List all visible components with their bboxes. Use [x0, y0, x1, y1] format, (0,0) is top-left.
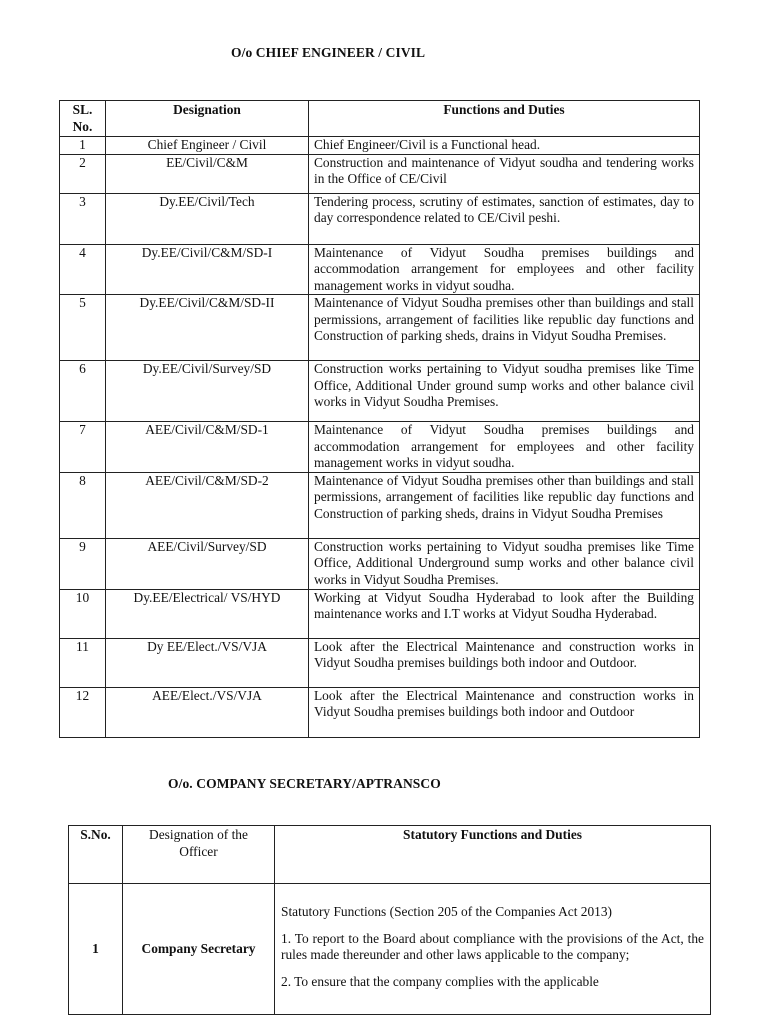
- table-row: [60, 538, 700, 589]
- header-designation: Designation: [106, 101, 309, 137]
- statutory-intro: Statutory Functions (Section 205 of the Companies Act 2013): [281, 904, 613, 919]
- duty-item-1: 1. To report to the Board about compliance with the provisions of the Act, the rules made thereunder and other laws applicable to the company;: [281, 930, 704, 962]
- table-row: [60, 137, 700, 155]
- header-designation-officer-text: Designation of the Officer: [149, 827, 248, 859]
- table-header-row: [69, 826, 711, 884]
- header-statutory-functions: Statutory Functions and Duties: [275, 826, 711, 884]
- cell-designation: EE/Civil/C&M: [106, 154, 309, 193]
- cell-sl-no: 4: [60, 244, 106, 295]
- cell-designation: Company Secretary: [123, 884, 275, 1015]
- cell-designation: AEE/Elect./VS/VJA: [106, 687, 309, 737]
- cell-functions: [275, 884, 711, 1015]
- cell-sl-no: 7: [60, 422, 106, 473]
- header-sl-no: SL. No.: [60, 101, 106, 137]
- table-row: [60, 154, 700, 193]
- cell-designation: AEE/Civil/C&M/SD-2: [106, 472, 309, 538]
- table-row: [60, 361, 700, 422]
- section-heading-company-secretary: O/o. COMPANY SECRETARY/APTRANSCO: [168, 776, 441, 791]
- cell-designation: Dy.EE/Civil/C&M/SD-II: [106, 295, 309, 361]
- cell-designation: Chief Engineer / Civil: [106, 137, 309, 155]
- cell-functions: Tendering process, scrutiny of estimates, sanction of estimates, day to day correspondence related to CE/Civil peshi.: [309, 193, 700, 244]
- cell-functions: Maintenance of Vidyut Soudha premises buildings and accommodation arrangement for employees and other facility management works in vidyut soudha.: [309, 422, 700, 473]
- cell-functions: Look after the Electrical Maintenance and construction works in Vidyut Soudha premises buildings both indoor and Outdoor.: [309, 638, 700, 687]
- cell-functions: Construction and maintenance of Vidyut soudha and tendering works in the Office of CE/Civil: [309, 154, 700, 193]
- cell-designation: AEE/Civil/C&M/SD-1: [106, 422, 309, 473]
- cell-sl-no: 6: [60, 361, 106, 422]
- cell-sl-no: 12: [60, 687, 106, 737]
- table-row: [60, 472, 700, 538]
- cell-designation: Dy.EE/Electrical/ VS/HYD: [106, 589, 309, 638]
- table-row: [69, 884, 711, 1015]
- table-row: [60, 638, 700, 687]
- cell-sl-no: 3: [60, 193, 106, 244]
- cell-functions: Working at Vidyut Soudha Hyderabad to look after the Building maintenance works and I.T works at Vidyut Soudha Hyderabad.: [309, 589, 700, 638]
- header-functions: Functions and Duties: [309, 101, 700, 137]
- cell-sno: 1: [69, 884, 123, 1015]
- cell-designation: Dy.EE/Civil/C&M/SD-I: [106, 244, 309, 295]
- cell-functions: Construction works pertaining to Vidyut soudha premises like Time Office, Additional Underground sump works and other balance civil works in Vidyut Soudha Premises.: [309, 538, 700, 589]
- table-row: [60, 244, 700, 295]
- cell-functions: Look after the Electrical Maintenance and construction works in Vidyut Soudha premises buildings both indoor and Outdoor: [309, 687, 700, 737]
- duty-item-2: 2. To ensure that the company complies with the applicable: [281, 973, 599, 989]
- table-row: [60, 193, 700, 244]
- cell-sl-no: 8: [60, 472, 106, 538]
- header-designation-officer: [123, 826, 275, 884]
- cell-sl-no: 5: [60, 295, 106, 361]
- section-heading-chief-engineer: O/o CHIEF ENGINEER / CIVIL: [231, 45, 426, 60]
- table-header-row: [60, 101, 700, 137]
- cell-designation: AEE/Civil/Survey/SD: [106, 538, 309, 589]
- cell-sl-no: 9: [60, 538, 106, 589]
- cell-functions: Construction works pertaining to Vidyut soudha premises like Time Office, Additional Under ground sump works and other balance civil works in Vidyut Soudha Premises.: [309, 361, 700, 422]
- cell-designation: Dy.EE/Civil/Survey/SD: [106, 361, 309, 422]
- table-row: [60, 422, 700, 473]
- cell-sl-no: 11: [60, 638, 106, 687]
- cell-sl-no: 10: [60, 589, 106, 638]
- cell-functions: Maintenance of Vidyut Soudha premises buildings and accommodation arrangement for employees and other facility management works in vidyut soudha.: [309, 244, 700, 295]
- cell-designation: Dy.EE/Civil/Tech: [106, 193, 309, 244]
- table-row: [60, 295, 700, 361]
- table-row: [60, 589, 700, 638]
- cell-functions: Chief Engineer/Civil is a Functional head.: [309, 137, 700, 155]
- cell-functions: Maintenance of Vidyut Soudha premises other than buildings and stall permissions, arrangement of facilities like republic day functions and Construction of parking sheds, drains in Vidyut Soudha Premises: [309, 472, 700, 538]
- company-secretary-duties-table: [68, 825, 711, 1015]
- table-body: [60, 137, 700, 738]
- chief-engineer-duties-table: [59, 100, 700, 738]
- header-sno: S.No.: [69, 826, 123, 884]
- cell-sl-no: 2: [60, 154, 106, 193]
- cell-designation: Dy EE/Elect./VS/VJA: [106, 638, 309, 687]
- table-row: [60, 687, 700, 737]
- cell-functions: Maintenance of Vidyut Soudha premises other than buildings and stall permissions, arrangement of facilities like republic day functions and Construction of parking sheds, drains in Vidyut Soudha Premises.: [309, 295, 700, 361]
- cell-sl-no: 1: [60, 137, 106, 155]
